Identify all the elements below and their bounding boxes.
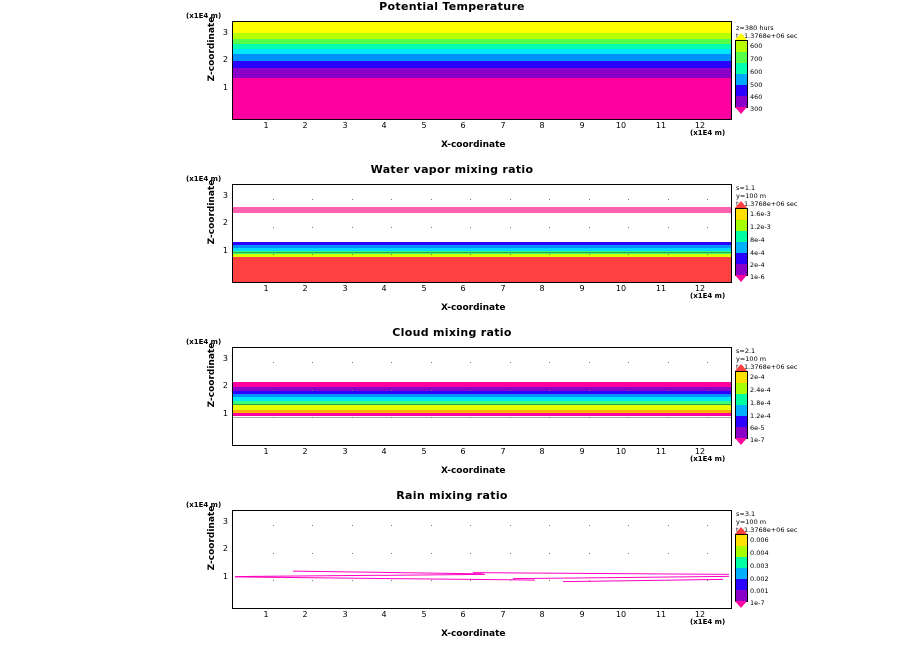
annotation-0: z=380 hurs: [736, 24, 774, 32]
annotation-1: y=100 m: [736, 192, 767, 200]
grid-point: [707, 227, 708, 228]
grid-point: [312, 553, 313, 554]
grid-point: [549, 390, 550, 391]
x-tick-9: 9: [579, 610, 585, 619]
y-tick-2: 2: [222, 55, 228, 64]
x-tick-12: 12: [694, 284, 706, 293]
x-axis-unit: (x1E4 m): [690, 618, 726, 626]
x-tick-12: 12: [694, 610, 706, 619]
grid-point: [352, 362, 353, 363]
colorbar-label-1: 2.4e-4: [750, 386, 771, 394]
x-tick-9: 9: [579, 121, 585, 130]
field-bands: [233, 22, 731, 119]
y-tick-1: 1: [222, 409, 228, 418]
x-tick-11: 11: [655, 447, 667, 456]
x-axis-unit: (x1E4 m): [690, 129, 726, 137]
grid-point: [312, 254, 313, 255]
annotation-1: y=100 m: [736, 355, 767, 363]
grid-point: [431, 390, 432, 391]
grid-point: [510, 362, 511, 363]
x-tick-5: 5: [421, 284, 427, 293]
x-tick-5: 5: [421, 121, 427, 130]
grid-point: [391, 390, 392, 391]
grid-point: [628, 227, 629, 228]
field-bands: [233, 185, 731, 282]
y-tick-3: 3: [222, 354, 228, 363]
grid-point: [391, 580, 392, 581]
grid-point: [431, 580, 432, 581]
grid-point: [589, 362, 590, 363]
grid-point: [589, 254, 590, 255]
grid-point: [549, 227, 550, 228]
grid-point: [352, 417, 353, 418]
x-tick-5: 5: [421, 610, 427, 619]
grid-point: [312, 227, 313, 228]
grid-point: [470, 525, 471, 526]
x-tick-11: 11: [655, 121, 667, 130]
x-axis-label: X-coordinate: [441, 629, 506, 639]
band-blank: [233, 511, 731, 608]
colorbar-bottom-arrow: [735, 275, 747, 282]
contour-line-lower: [233, 417, 731, 418]
grid-point: [668, 417, 669, 418]
annotation-0: s=1.1: [736, 184, 756, 192]
grid-point: [431, 227, 432, 228]
x-tick-4: 4: [381, 121, 387, 130]
x-tick-2: 2: [302, 284, 308, 293]
colorbar-bottom-arrow: [735, 107, 747, 114]
y-axis-unit: (x1E4 m): [186, 12, 222, 20]
colorbar-label-2: 1.8e-4: [750, 399, 771, 407]
colorbar-label-3: 0.002: [750, 575, 769, 583]
grid-point: [707, 199, 708, 200]
y-axis-label: Z-coordinate: [207, 342, 217, 408]
y-axis-unit: (x1E4 m): [186, 175, 222, 183]
grid-point: [312, 362, 313, 363]
grid-point: [352, 553, 353, 554]
annotation-0: s=2.1: [736, 347, 756, 355]
grid-point: [628, 553, 629, 554]
grid-point: [352, 390, 353, 391]
colorbar-label-3: 500: [750, 81, 763, 89]
x-tick-2: 2: [302, 447, 308, 456]
band-blank-upper: [233, 185, 731, 207]
grid-point: [510, 390, 511, 391]
grid-point: [352, 525, 353, 526]
band-560: [233, 61, 731, 68]
grid-point: [668, 580, 669, 581]
y-tick-1: 1: [222, 572, 228, 581]
x-tick-1: 1: [263, 610, 269, 619]
y-axis-label: Z-coordinate: [207, 505, 217, 571]
x-tick-8: 8: [539, 610, 545, 619]
band-1.6e-3: [233, 257, 731, 282]
colorbar-bottom-arrow: [735, 601, 747, 608]
grid-point: [391, 362, 392, 363]
x-tick-7: 7: [500, 610, 506, 619]
grid-point: [549, 525, 550, 526]
contour-line-upper: [233, 404, 731, 405]
x-axis-label: X-coordinate: [441, 303, 506, 313]
grid-point: [668, 227, 669, 228]
grid-point: [431, 417, 432, 418]
colorbar-top-arrow: [735, 201, 747, 208]
x-tick-6: 6: [460, 284, 466, 293]
grid-point: [273, 525, 274, 526]
grid-point: [510, 525, 511, 526]
grid-point: [668, 390, 669, 391]
colorbar-body: [735, 534, 748, 602]
x-tick-1: 1: [263, 284, 269, 293]
grid-point: [312, 390, 313, 391]
panel-cloud-mixing-ratio: [0, 326, 904, 489]
x-tick-1: 1: [263, 121, 269, 130]
x-tick-12: 12: [694, 447, 706, 456]
grid-point: [470, 553, 471, 554]
colorbar-label-2: 0.003: [750, 562, 769, 570]
x-tick-7: 7: [500, 284, 506, 293]
grid-point: [391, 417, 392, 418]
grid-point: [431, 199, 432, 200]
grid-point: [273, 390, 274, 391]
grid-point: [391, 199, 392, 200]
panel-potential-temperature: [0, 0, 904, 160]
band-blank-mid: [233, 213, 731, 242]
y-axis-label: Z-coordinate: [207, 179, 217, 245]
grid-point: [628, 362, 629, 363]
y-axis-label: Z-coordinate: [207, 16, 217, 82]
colorbar-body: [735, 40, 748, 108]
x-tick-3: 3: [342, 447, 348, 456]
colorbar-label-4: 6e-5: [750, 424, 765, 432]
grid-point: [431, 362, 432, 363]
colorbar-label-5: 1e-6: [750, 273, 765, 281]
x-tick-8: 8: [539, 121, 545, 130]
grid-point: [628, 580, 629, 581]
grid-point: [470, 227, 471, 228]
x-tick-12: 12: [694, 121, 706, 130]
grid-point: [549, 417, 550, 418]
grid-point: [273, 362, 274, 363]
grid-point: [312, 580, 313, 581]
x-tick-3: 3: [342, 121, 348, 130]
grid-point: [431, 254, 432, 255]
grid-point: [352, 254, 353, 255]
y-tick-3: 3: [222, 28, 228, 37]
grid-point: [707, 553, 708, 554]
y-tick-2: 2: [222, 381, 228, 390]
grid-point: [668, 553, 669, 554]
grid-point: [707, 417, 708, 418]
colorbar-label-1: 1.2e-3: [750, 223, 771, 231]
grid-point: [391, 525, 392, 526]
grid-point: [668, 254, 669, 255]
colorbar-label-5: 1e-7: [750, 436, 765, 444]
grid-point: [273, 580, 274, 581]
grid-point: [628, 525, 629, 526]
grid-point: [589, 417, 590, 418]
band-500: [233, 68, 731, 78]
x-axis-label: X-coordinate: [441, 140, 506, 150]
colorbar-label-4: 2e-4: [750, 261, 765, 269]
colorbar-body: [735, 371, 748, 439]
colorbar-label-0: 0.006: [750, 536, 769, 544]
x-tick-4: 4: [381, 447, 387, 456]
grid-point: [273, 227, 274, 228]
colorbar-label-0: 600: [750, 42, 763, 50]
annotation-2: t=1.3768e+06 sec: [736, 200, 798, 208]
colorbar-label-3: 4e-4: [750, 249, 765, 257]
grid-point: [391, 254, 392, 255]
annotation-1: t=1.3768e+06 sec: [736, 32, 798, 40]
grid-point: [628, 417, 629, 418]
colorbar-label-2: 600: [750, 68, 763, 76]
x-tick-9: 9: [579, 447, 585, 456]
plot-area[interactable]: [232, 21, 732, 120]
grid-point: [470, 362, 471, 363]
grid-point: [470, 390, 471, 391]
colorbar-bottom-arrow: [735, 438, 747, 445]
y-axis-unit: (x1E4 m): [186, 501, 222, 509]
y-tick-2: 2: [222, 218, 228, 227]
plot-area[interactable]: [232, 347, 732, 446]
x-tick-10: 10: [615, 121, 627, 130]
grid-point: [707, 362, 708, 363]
x-tick-5: 5: [421, 447, 427, 456]
grid-point: [589, 390, 590, 391]
y-tick-1: 1: [222, 246, 228, 255]
panel-title: Rain mixing ratio: [396, 489, 508, 502]
x-tick-7: 7: [500, 121, 506, 130]
colorbar-label-0: 1.6e-3: [750, 210, 771, 218]
x-tick-6: 6: [460, 447, 466, 456]
grid-point: [589, 525, 590, 526]
grid-point: [273, 254, 274, 255]
grid-point: [431, 553, 432, 554]
grid-point: [312, 417, 313, 418]
colorbar-label-4: 460: [750, 93, 763, 101]
y-tick-2: 2: [222, 544, 228, 553]
grid-point: [589, 199, 590, 200]
colorbar-label-1: 0.004: [750, 549, 769, 557]
grid-point: [549, 362, 550, 363]
x-tick-9: 9: [579, 284, 585, 293]
panel-title: Cloud mixing ratio: [392, 326, 512, 339]
x-tick-6: 6: [460, 610, 466, 619]
x-tick-10: 10: [615, 610, 627, 619]
grid-point: [707, 390, 708, 391]
grid-point: [510, 417, 511, 418]
y-tick-1: 1: [222, 83, 228, 92]
grid-point: [352, 227, 353, 228]
grid-point: [273, 553, 274, 554]
band-blank-upper: [233, 348, 731, 382]
colorbar-label-4: 0.001: [750, 587, 769, 595]
annotation-0: s=3.1: [736, 510, 756, 518]
grid-point: [589, 553, 590, 554]
panel-water-vapor-mixing-ratio: [0, 163, 904, 326]
x-tick-4: 4: [381, 610, 387, 619]
grid-point: [470, 254, 471, 255]
plot-area[interactable]: [232, 184, 732, 283]
x-tick-11: 11: [655, 284, 667, 293]
colorbar-label-2: 8e-4: [750, 236, 765, 244]
grid-point: [352, 580, 353, 581]
x-tick-2: 2: [302, 121, 308, 130]
grid-point: [510, 199, 511, 200]
x-tick-10: 10: [615, 447, 627, 456]
x-tick-4: 4: [381, 284, 387, 293]
x-tick-3: 3: [342, 610, 348, 619]
grid-point: [707, 525, 708, 526]
x-tick-8: 8: [539, 284, 545, 293]
x-tick-6: 6: [460, 121, 466, 130]
grid-point: [668, 199, 669, 200]
x-tick-8: 8: [539, 447, 545, 456]
x-tick-3: 3: [342, 284, 348, 293]
grid-point: [391, 553, 392, 554]
y-tick-3: 3: [222, 517, 228, 526]
grid-point: [549, 553, 550, 554]
grid-point: [470, 417, 471, 418]
grid-point: [510, 553, 511, 554]
colorbar-body: [735, 208, 748, 276]
grid-point: [589, 580, 590, 581]
grid-point: [391, 227, 392, 228]
grid-point: [470, 580, 471, 581]
x-tick-7: 7: [500, 447, 506, 456]
grid-point: [510, 227, 511, 228]
colorbar-top-arrow: [735, 33, 747, 40]
x-axis-unit: (x1E4 m): [690, 455, 726, 463]
grid-point: [549, 254, 550, 255]
panel-title: Potential Temperature: [379, 0, 525, 13]
panel-rain-mixing-ratio: [0, 489, 904, 654]
colorbar-top-arrow: [735, 527, 747, 534]
grid-point: [628, 199, 629, 200]
grid-point: [668, 525, 669, 526]
grid-point: [273, 199, 274, 200]
x-tick-2: 2: [302, 610, 308, 619]
x-tick-11: 11: [655, 610, 667, 619]
band-blank-lower: [233, 416, 731, 445]
y-tick-3: 3: [222, 191, 228, 200]
grid-point: [312, 525, 313, 526]
colorbar-label-1: 700: [750, 55, 763, 63]
colorbar-label-5: 300: [750, 105, 763, 113]
contour-line: [233, 252, 731, 253]
grid-point: [628, 254, 629, 255]
annotation-2: t=1.3768e+06 sec: [736, 363, 798, 371]
grid-point: [431, 525, 432, 526]
band-620: [233, 54, 731, 61]
grid-point: [707, 580, 708, 581]
grid-point: [273, 417, 274, 418]
annotation-2: t=1.3768e+06 sec: [736, 526, 798, 534]
grid-point: [510, 580, 511, 581]
grid-point: [628, 390, 629, 391]
x-axis-unit: (x1E4 m): [690, 292, 726, 300]
grid-point: [668, 362, 669, 363]
x-axis-label: X-coordinate: [441, 466, 506, 476]
grid-point: [707, 254, 708, 255]
colorbar-label-5: 1e-7: [750, 599, 765, 607]
annotation-1: y=100 m: [736, 518, 767, 526]
y-axis-unit: (x1E4 m): [186, 338, 222, 346]
band-820: [233, 22, 731, 33]
grid-point: [510, 254, 511, 255]
grid-point: [549, 580, 550, 581]
x-tick-10: 10: [615, 284, 627, 293]
grid-point: [549, 199, 550, 200]
panel-title: Water vapor mixing ratio: [370, 163, 534, 176]
band-380: [233, 78, 731, 119]
grid-point: [312, 199, 313, 200]
plot-area[interactable]: [232, 510, 732, 609]
x-tick-1: 1: [263, 447, 269, 456]
grid-point: [589, 227, 590, 228]
grid-point: [470, 199, 471, 200]
colorbar-label-3: 1.2e-4: [750, 412, 771, 420]
colorbar-label-0: 2e-4: [750, 373, 765, 381]
field-bands: [233, 511, 731, 608]
field-bands: [233, 348, 731, 445]
grid-point: [352, 199, 353, 200]
colorbar-top-arrow: [735, 364, 747, 371]
